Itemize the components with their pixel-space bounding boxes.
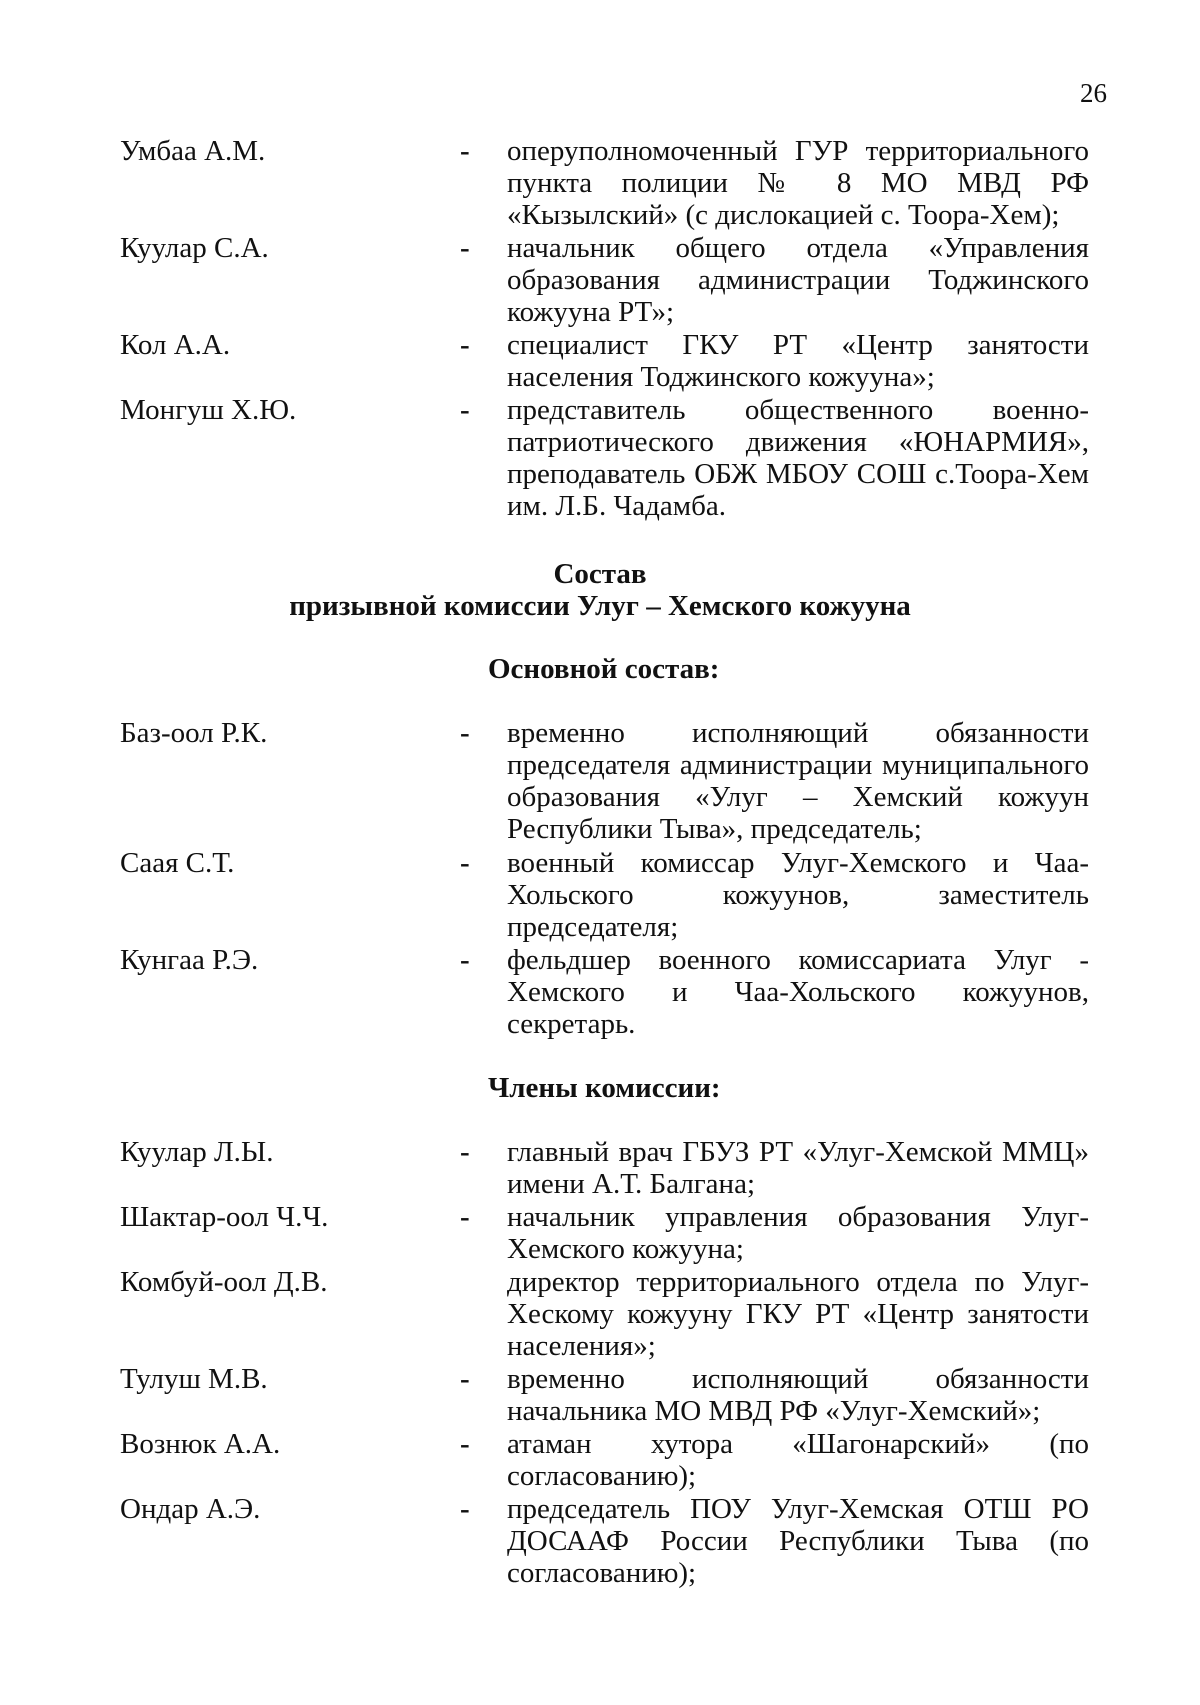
continuation-list — [120, 135, 1090, 524]
main-composition-title: Основной состав: — [488, 653, 720, 685]
members-list — [120, 1136, 1090, 1590]
member-role: временно исполняющий обязанности начальника МО МВД РФ «Улуг-Хемский»; — [507, 1363, 1089, 1427]
member-name: Куулар Л.Ы. — [120, 1136, 274, 1168]
dash: - — [460, 1363, 470, 1395]
member-name: Вознюк А.А. — [120, 1428, 281, 1460]
dash: - — [460, 1428, 470, 1460]
member-role: председатель ПОУ Улуг-Хемская ОТШ РО ДОСААФ России Республики Тыва (по согласованию); — [507, 1493, 1089, 1589]
member-name: Комбуй-оол Д.В. — [120, 1266, 328, 1298]
member-role: главный врач ГБУЗ РТ «Улуг-Хемской ММЦ» имени А.Т. Балгана; — [507, 1136, 1089, 1200]
list-item — [120, 394, 1090, 524]
dash: - — [460, 1201, 470, 1233]
page-number: 26 — [1080, 78, 1107, 108]
dash: - — [460, 1136, 470, 1168]
member-role: представитель общественного военно-патриотического движения «ЮНАРМИЯ», преподаватель ОБЖ МБОУ СОШ с.Тоора-Хем им. Л.Б. Чадамба. — [507, 394, 1089, 522]
main-composition-list — [120, 717, 1090, 1041]
list-item — [120, 232, 1090, 329]
member-name: Тулуш М.В. — [120, 1363, 268, 1395]
member-name: Монгуш Х.Ю. — [120, 394, 297, 426]
member-role: оперуполномоченный ГУР территориального пункта полиции № 8 МО МВД РФ «Кызылский» (с дислокацией с. Тоора-Хем); — [507, 135, 1089, 231]
list-item — [120, 944, 1090, 1041]
member-name: Шактар-оол Ч.Ч. — [120, 1201, 329, 1233]
list-item — [120, 1493, 1090, 1590]
dash: - — [460, 232, 470, 264]
list-item — [120, 329, 1090, 394]
member-name: Кунгаа Р.Э. — [120, 944, 259, 976]
member-name: Баз-оол Р.К. — [120, 717, 268, 749]
member-role: начальник управления образования Улуг-Хемского кожууна; — [507, 1201, 1089, 1265]
member-role: начальник общего отдела «Управления образования администрации Тоджинского кожууна РТ»; — [507, 232, 1089, 328]
member-role: фельдшер военного комиссариата Улуг - Хемского и Чаа-Хольского кожуунов, секретарь. — [507, 944, 1089, 1040]
member-name: Умбаа А.М. — [120, 135, 266, 167]
member-role: специалист ГКУ РТ «Центр занятости населения Тоджинского кожууна»; — [507, 329, 1089, 393]
dash: - — [460, 1493, 470, 1525]
member-role: временно исполняющий обязанности председателя администрации муниципального образования «Улуг – Хемский кожуун Республики Тыва», председатель; — [507, 717, 1089, 845]
list-item — [120, 1266, 1090, 1363]
list-item — [120, 847, 1090, 944]
list-item — [120, 1201, 1090, 1266]
dash: - — [460, 944, 470, 976]
dash: - — [460, 394, 470, 426]
composition-heading: Состав — [553, 558, 647, 590]
member-role: директор территориального отдела по Улуг-Хескому кожууну ГКУ РТ «Центр занятости населения»; — [507, 1266, 1089, 1362]
list-item — [120, 717, 1090, 847]
member-name: Куулар С.А. — [120, 232, 269, 264]
member-name: Ондар А.Э. — [120, 1493, 261, 1525]
member-name: Кол А.А. — [120, 329, 231, 361]
list-item — [120, 1363, 1090, 1428]
list-item — [120, 1428, 1090, 1493]
member-name: Саая С.Т. — [120, 847, 235, 879]
member-role: военный комиссар Улуг-Хемского и Чаа-Хольского кожуунов, заместитель председателя; — [507, 847, 1089, 943]
dash: - — [460, 847, 470, 879]
dash: - — [460, 135, 470, 167]
member-role: атаман хутора «Шагонарский» (по согласованию); — [507, 1428, 1089, 1492]
list-item — [120, 135, 1090, 232]
dash: - — [460, 329, 470, 361]
members-title: Члены комиссии: — [488, 1072, 721, 1104]
commission-title: призывной комиссии Улуг – Хемского кожууна — [289, 590, 911, 622]
list-item — [120, 1136, 1090, 1201]
dash: - — [460, 717, 470, 749]
